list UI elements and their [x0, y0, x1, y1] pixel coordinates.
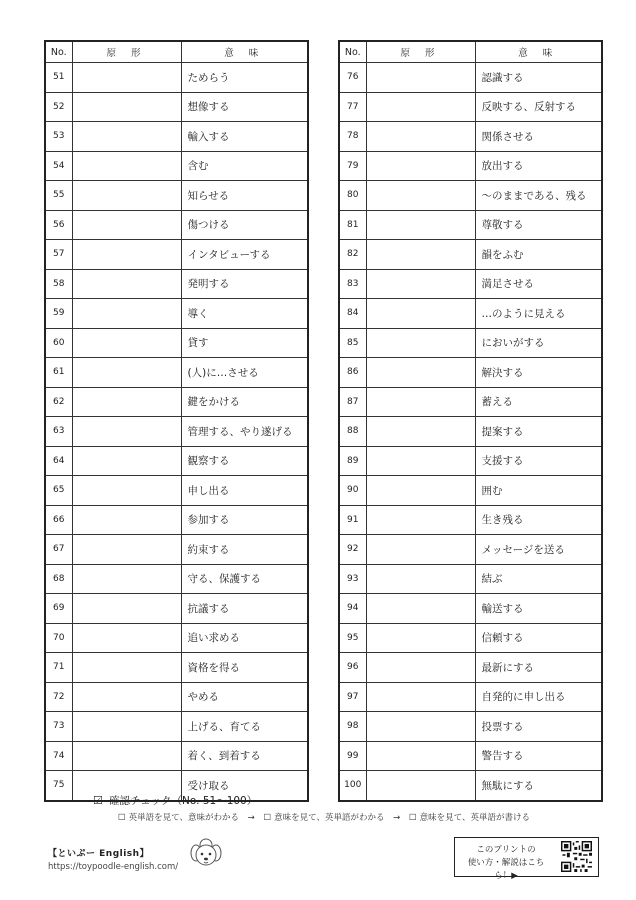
table-row — [339, 417, 602, 447]
row-number: 75 — [45, 771, 72, 801]
meaning-cell: 受け取る — [181, 771, 308, 801]
row-number: 67 — [45, 535, 72, 565]
table-row — [339, 505, 602, 535]
table-row — [339, 328, 602, 358]
row-number: 89 — [339, 446, 366, 476]
table-row — [339, 653, 602, 683]
row-number: 61 — [45, 358, 72, 388]
qr-code-icon[interactable] — [561, 841, 592, 872]
table-row — [339, 92, 602, 122]
meaning-cell: 傷つける — [181, 210, 308, 240]
meaning-cell: 着く、到着する — [181, 741, 308, 771]
word-answer-cell[interactable] — [72, 63, 181, 93]
row-number: 68 — [45, 564, 72, 594]
meaning-cell: 生き残る — [475, 505, 602, 535]
word-answer-cell[interactable] — [366, 417, 475, 447]
word-answer-cell[interactable] — [366, 712, 475, 742]
row-number: 57 — [45, 240, 72, 270]
word-answer-cell[interactable] — [72, 210, 181, 240]
table-row — [339, 63, 602, 93]
word-answer-cell[interactable] — [72, 682, 181, 712]
meaning-cell: 参加する — [181, 505, 308, 535]
qr-link-box[interactable] — [454, 837, 599, 881]
row-number: 63 — [45, 417, 72, 447]
row-number: 97 — [339, 682, 366, 712]
meaning-cell: 反映する、反射する — [475, 92, 602, 122]
meaning-cell: 結ぶ — [475, 564, 602, 594]
word-answer-cell[interactable] — [72, 712, 181, 742]
table-row — [339, 741, 602, 771]
row-number: 60 — [45, 328, 72, 358]
table-row — [45, 358, 308, 388]
header-no: No. — [339, 41, 366, 63]
word-answer-cell[interactable] — [72, 505, 181, 535]
meaning-cell: 抗議する — [181, 594, 308, 624]
row-number: 92 — [339, 535, 366, 565]
meaning-cell: 想像する — [181, 92, 308, 122]
word-answer-cell[interactable] — [72, 299, 181, 329]
table-row — [45, 623, 308, 653]
step-checkbox-3[interactable]: ☐ — [409, 813, 417, 823]
word-answer-cell[interactable] — [366, 623, 475, 653]
word-answer-cell[interactable] — [366, 92, 475, 122]
step-label-2: 意味を見て、英単語がわかる — [274, 813, 385, 823]
meaning-cell: 申し出る — [181, 476, 308, 506]
meaning-cell: 最新にする — [475, 653, 602, 683]
row-number: 79 — [339, 151, 366, 181]
word-answer-cell[interactable] — [366, 210, 475, 240]
header-meaning: 意 味 — [181, 41, 308, 63]
table-row — [45, 151, 308, 181]
table-row — [45, 181, 308, 211]
word-answer-cell[interactable] — [366, 387, 475, 417]
row-number: 54 — [45, 151, 72, 181]
meaning-cell: インタビューする — [181, 240, 308, 270]
meaning-cell: (人)に…させる — [181, 358, 308, 388]
table-row — [45, 417, 308, 447]
table-row — [45, 712, 308, 742]
row-number: 96 — [339, 653, 366, 683]
word-answer-cell[interactable] — [72, 181, 181, 211]
meaning-cell: 無駄にする — [475, 771, 602, 801]
meaning-cell: 追い求める — [181, 623, 308, 653]
word-answer-cell[interactable] — [366, 151, 475, 181]
toy-poodle-icon — [188, 836, 224, 870]
meaning-cell: 囲む — [475, 476, 602, 506]
table-row — [339, 476, 602, 506]
table-row — [45, 653, 308, 683]
word-answer-cell[interactable] — [72, 417, 181, 447]
vocab-table-right — [338, 40, 603, 802]
step-label-1: 英単語を見て、意味がわかる — [128, 813, 239, 823]
row-number: 95 — [339, 623, 366, 653]
table-header-row — [45, 41, 308, 63]
row-number: 52 — [45, 92, 72, 122]
word-answer-cell[interactable] — [366, 63, 475, 93]
table-row — [339, 299, 602, 329]
table-row — [339, 269, 602, 299]
meaning-cell: 導く — [181, 299, 308, 329]
row-number: 69 — [45, 594, 72, 624]
word-answer-cell[interactable] — [72, 653, 181, 683]
row-number: 77 — [339, 92, 366, 122]
table-row — [45, 505, 308, 535]
row-number: 86 — [339, 358, 366, 388]
row-number: 70 — [45, 623, 72, 653]
word-answer-cell[interactable] — [366, 476, 475, 506]
meaning-cell: 蓄える — [475, 387, 602, 417]
meaning-cell: 知らせる — [181, 181, 308, 211]
row-number: 51 — [45, 63, 72, 93]
word-answer-cell[interactable] — [366, 564, 475, 594]
table-row — [45, 535, 308, 565]
word-answer-cell[interactable] — [366, 269, 475, 299]
row-number: 100 — [339, 771, 366, 801]
table-row — [339, 594, 602, 624]
meaning-cell: 自発的に申し出る — [475, 682, 602, 712]
row-number: 76 — [339, 63, 366, 93]
word-answer-cell[interactable] — [72, 564, 181, 594]
table-row — [339, 535, 602, 565]
table-row — [45, 122, 308, 152]
meaning-cell: メッセージを送る — [475, 535, 602, 565]
step-checkbox-2[interactable]: ☐ — [263, 813, 272, 823]
row-number: 81 — [339, 210, 366, 240]
vocab-table-left — [44, 40, 309, 802]
row-number: 58 — [45, 269, 72, 299]
meaning-cell: ～のままである、残る — [475, 181, 602, 211]
row-number: 98 — [339, 712, 366, 742]
word-answer-cell[interactable] — [72, 535, 181, 565]
meaning-cell: 満足させる — [475, 269, 602, 299]
row-number: 53 — [45, 122, 72, 152]
table-row — [339, 623, 602, 653]
table-row — [339, 682, 602, 712]
meaning-cell: 信頼する — [475, 623, 602, 653]
word-answer-cell[interactable] — [366, 358, 475, 388]
meaning-cell: 鍵をかける — [181, 387, 308, 417]
word-answer-cell[interactable] — [72, 328, 181, 358]
qr-line-2: 使い方・解説はこちら！▶ — [467, 858, 545, 881]
row-number: 73 — [45, 712, 72, 742]
row-number: 66 — [45, 505, 72, 535]
check-title — [93, 793, 257, 808]
row-number: 94 — [339, 594, 366, 624]
table-row — [45, 564, 308, 594]
meaning-cell: 貸す — [181, 328, 308, 358]
header-meaning: 意 味 — [475, 41, 602, 63]
table-row — [339, 151, 602, 181]
row-number: 80 — [339, 181, 366, 211]
word-answer-cell[interactable] — [366, 594, 475, 624]
row-number: 56 — [45, 210, 72, 240]
word-answer-cell[interactable] — [72, 741, 181, 771]
meaning-cell: 関係させる — [475, 122, 602, 152]
check-title-text: 確認チェック（No. 51～100） — [108, 795, 258, 807]
word-answer-cell[interactable] — [72, 358, 181, 388]
table-row — [45, 741, 308, 771]
word-answer-cell[interactable] — [366, 505, 475, 535]
table-row — [339, 771, 602, 801]
meaning-cell: 発明する — [181, 269, 308, 299]
table-row — [339, 210, 602, 240]
meaning-cell: 認識する — [475, 63, 602, 93]
word-answer-cell[interactable] — [72, 623, 181, 653]
word-answer-cell[interactable] — [72, 92, 181, 122]
word-answer-cell[interactable] — [72, 594, 181, 624]
table-row — [45, 63, 308, 93]
word-answer-cell[interactable] — [72, 240, 181, 270]
row-number: 85 — [339, 328, 366, 358]
meaning-cell: 提案する — [475, 417, 602, 447]
meaning-cell: 守る、保護する — [181, 564, 308, 594]
meaning-cell: 投票する — [475, 712, 602, 742]
row-number: 90 — [339, 476, 366, 506]
table-row — [45, 446, 308, 476]
meaning-cell: やめる — [181, 682, 308, 712]
table-row — [339, 564, 602, 594]
meaning-cell: 資格を得る — [181, 653, 308, 683]
word-answer-cell[interactable] — [366, 741, 475, 771]
table-header-row — [339, 41, 602, 63]
table-row — [339, 240, 602, 270]
meaning-cell: 約束する — [181, 535, 308, 565]
brand-url[interactable]: https://toypoodle-english.com/ — [48, 862, 179, 872]
header-word: 原 形 — [366, 41, 475, 63]
arrow-icon: → — [393, 813, 401, 823]
table-row — [45, 387, 308, 417]
row-number: 78 — [339, 122, 366, 152]
check-steps — [118, 811, 530, 823]
row-number: 72 — [45, 682, 72, 712]
word-answer-cell[interactable] — [72, 476, 181, 506]
qr-line-1: このプリントの — [476, 845, 536, 855]
table-row — [45, 240, 308, 270]
meaning-cell: 含む — [181, 151, 308, 181]
table-row — [339, 181, 602, 211]
word-answer-cell[interactable] — [366, 446, 475, 476]
table-row — [45, 476, 308, 506]
table-body-left — [45, 63, 308, 801]
table-row — [45, 299, 308, 329]
word-answer-cell[interactable] — [366, 771, 475, 801]
row-number: 83 — [339, 269, 366, 299]
meaning-cell: においがする — [475, 328, 602, 358]
word-answer-cell[interactable] — [72, 269, 181, 299]
word-answer-cell[interactable] — [72, 151, 181, 181]
meaning-cell: 上げる、育てる — [181, 712, 308, 742]
step-checkbox-1[interactable]: ☐ — [118, 813, 126, 823]
row-number: 74 — [45, 741, 72, 771]
word-answer-cell[interactable] — [366, 299, 475, 329]
word-answer-cell[interactable] — [366, 328, 475, 358]
table-row — [339, 446, 602, 476]
row-number: 59 — [45, 299, 72, 329]
row-number: 82 — [339, 240, 366, 270]
qr-text — [461, 844, 551, 883]
table-row — [339, 387, 602, 417]
meaning-cell: 輸入する — [181, 122, 308, 152]
meaning-cell: 管理する、やり遂げる — [181, 417, 308, 447]
row-number: 84 — [339, 299, 366, 329]
word-answer-cell[interactable] — [366, 653, 475, 683]
header-no: No. — [45, 41, 72, 63]
table-row — [339, 122, 602, 152]
meaning-cell: …のように見える — [475, 299, 602, 329]
meaning-cell: 警告する — [475, 741, 602, 771]
row-number: 71 — [45, 653, 72, 683]
word-answer-cell[interactable] — [366, 181, 475, 211]
meaning-cell: 尊敬する — [475, 210, 602, 240]
word-answer-cell[interactable] — [366, 240, 475, 270]
brand-name: 【といぷー English】 — [48, 849, 150, 859]
meaning-cell: ためらう — [181, 63, 308, 93]
row-number: 64 — [45, 446, 72, 476]
row-number: 91 — [339, 505, 366, 535]
word-answer-cell[interactable] — [366, 535, 475, 565]
meaning-cell: 支援する — [475, 446, 602, 476]
table-row — [45, 210, 308, 240]
table-row — [339, 712, 602, 742]
word-answer-cell[interactable] — [72, 122, 181, 152]
table-row — [45, 682, 308, 712]
row-number: 99 — [339, 741, 366, 771]
row-number: 93 — [339, 564, 366, 594]
table-row — [45, 328, 308, 358]
table-body-right — [339, 63, 602, 801]
table-row — [45, 269, 308, 299]
brand-block — [48, 846, 178, 872]
row-number: 87 — [339, 387, 366, 417]
meaning-cell: 輸送する — [475, 594, 602, 624]
word-answer-cell[interactable] — [72, 387, 181, 417]
meaning-cell: 放出する — [475, 151, 602, 181]
header-word: 原 形 — [72, 41, 181, 63]
step-label-3: 意味を見て、英単語が書ける — [419, 813, 530, 823]
word-answer-cell[interactable] — [366, 682, 475, 712]
row-number: 65 — [45, 476, 72, 506]
table-row — [45, 594, 308, 624]
table-row — [45, 92, 308, 122]
row-number: 88 — [339, 417, 366, 447]
meaning-cell: 観察する — [181, 446, 308, 476]
row-number: 62 — [45, 387, 72, 417]
table-row — [339, 358, 602, 388]
word-answer-cell[interactable] — [366, 122, 475, 152]
arrow-icon: → — [247, 813, 255, 823]
meaning-cell: 解決する — [475, 358, 602, 388]
word-answer-cell[interactable] — [72, 446, 181, 476]
row-number: 55 — [45, 181, 72, 211]
checked-box-icon: ☑ — [93, 794, 103, 807]
meaning-cell: 韻をふむ — [475, 240, 602, 270]
